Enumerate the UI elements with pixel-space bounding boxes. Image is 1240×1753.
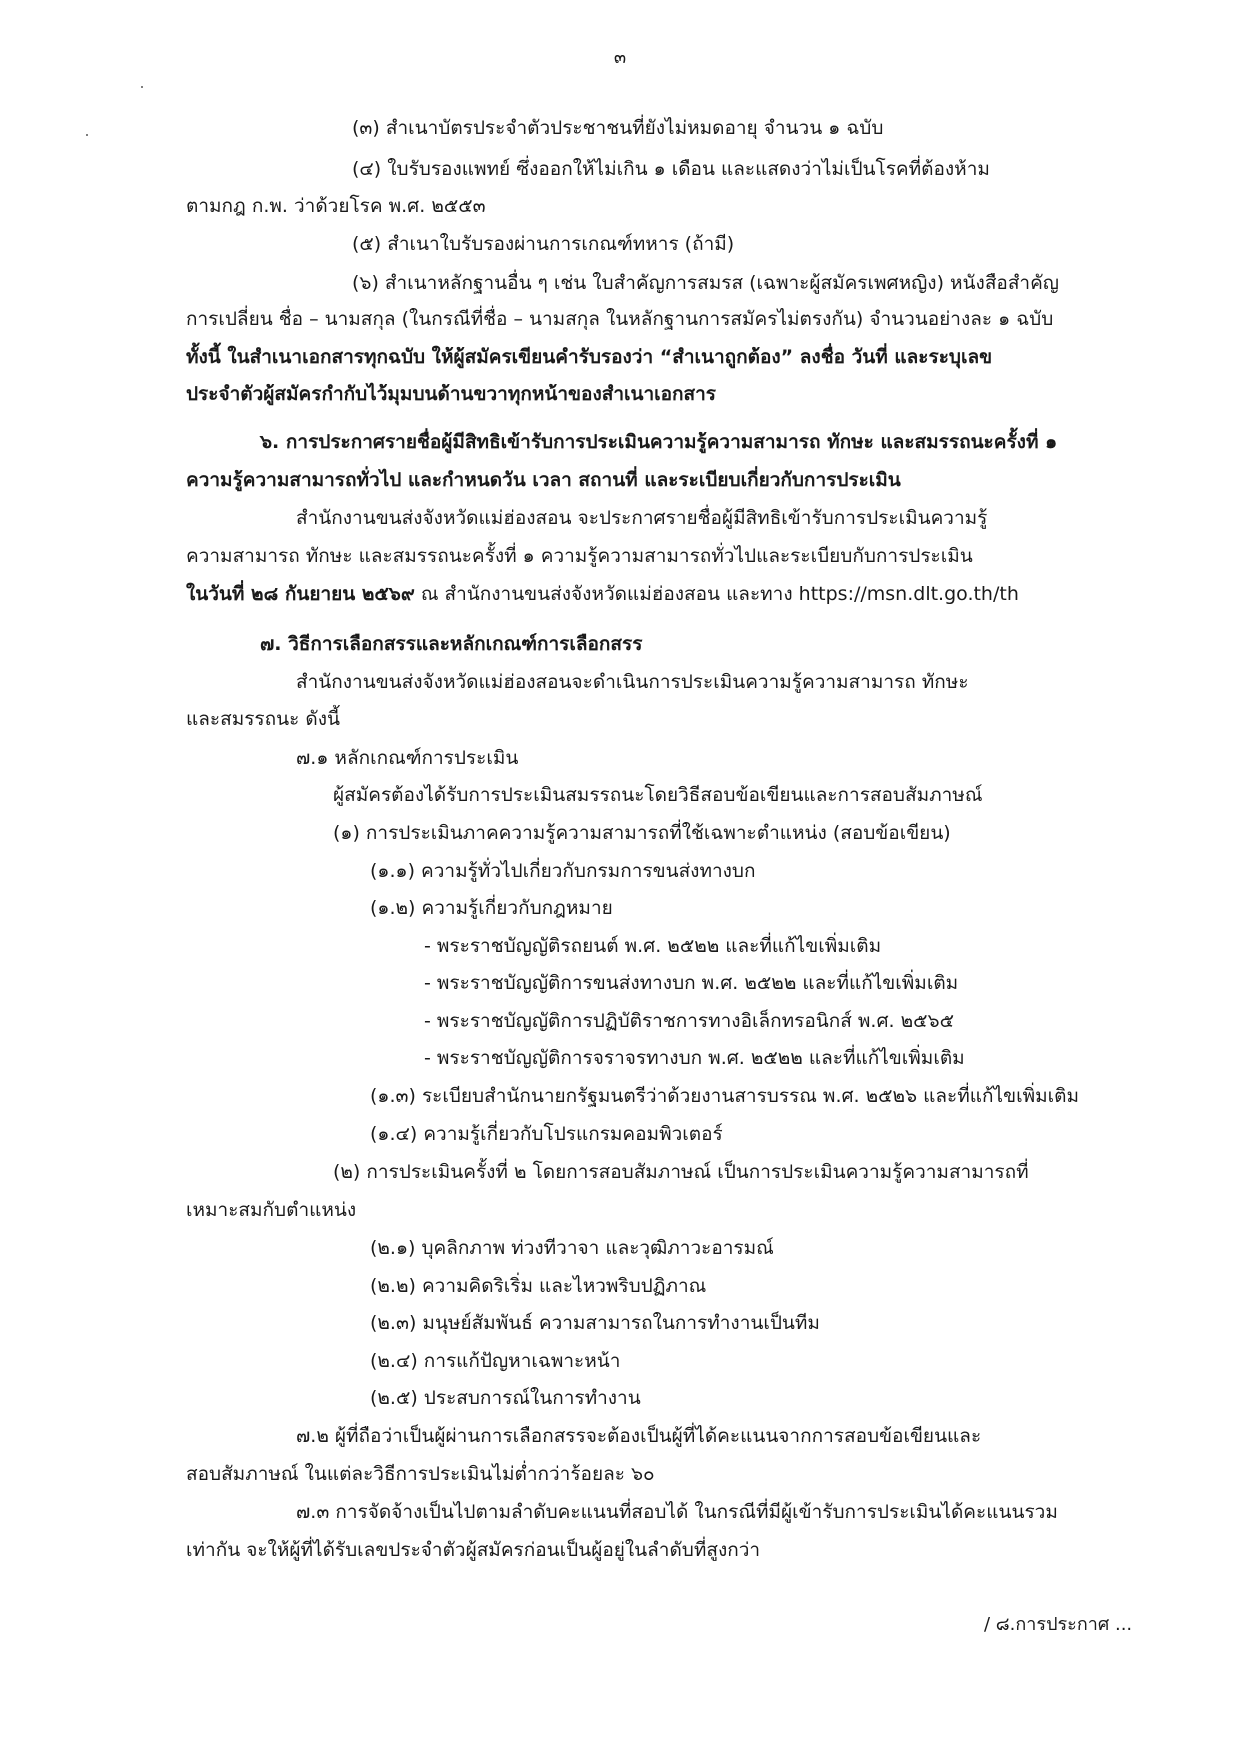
doc-line: (๑.๑) ความรู้ทั่วไปเกี่ยวกับกรมการขนส่งทางบก xyxy=(370,860,756,882)
doc-line: (๑) การประเมินภาคความรู้ความสามารถที่ใช้เฉพาะตำแหน่ง (สอบข้อเขียน) xyxy=(333,822,951,844)
doc-line: (๒.๒) ความคิดริเริ่ม และไหวพริบปฏิภาณ xyxy=(370,1275,707,1297)
section-7-heading: ๗. วิธีการเลือกสรรและหลักเกณฑ์การเลือกสรร xyxy=(260,633,643,655)
doc-line: - พระราชบัญญัติการจราจรทางบก พ.ศ. ๒๕๒๒ และที่แก้ไขเพิ่มเติม xyxy=(424,1047,965,1069)
doc-line: เท่ากัน จะให้ผู้ที่ได้รับเลขประจำตัวผู้สมัครก่อนเป็นผู้อยู่ในลำดับที่สูงกว่า xyxy=(186,1539,761,1561)
page-number: ๓ xyxy=(613,47,627,68)
doc-line: (๒.๓) มนุษย์สัมพันธ์ ความสามารถในการทำงานเป็นทีม xyxy=(370,1312,820,1334)
announcement-date: ในวันที่ ๒๘ กันยายน ๒๕๖๙ xyxy=(186,583,415,605)
scan-speck xyxy=(141,86,143,88)
doc-line: - พระราชบัญญัติรถยนต์ พ.ศ. ๒๕๒๒ และที่แก้ไขเพิ่มเติม xyxy=(424,935,882,957)
doc-line-bold: ทั้งนี้ ในสำเนาเอกสารทุกฉบับ ให้ผู้สมัครเขียนคำรับรองว่า “สำเนาถูกต้อง” ลงชื่อ วันที่ และระบุเลข xyxy=(186,346,993,368)
doc-line: (๖) สำเนาหลักฐานอื่น ๆ เช่น ใบสำคัญการสมรส (เฉพาะผู้สมัครเพศหญิง) หนังสือสำคัญ xyxy=(352,272,1059,294)
doc-line: และสมรรถนะ ดังนี้ xyxy=(186,708,340,730)
doc-line: ตามกฎ ก.พ. ว่าด้วยโรค พ.ศ. ๒๕๕๓ xyxy=(186,195,486,217)
doc-line: สอบสัมภาษณ์ ในแต่ละวิธีการประเมินไม่ต่ำกว่าร้อยละ ๖๐ xyxy=(186,1463,655,1485)
doc-line: ๗.๓ การจัดจ้างเป็นไปตามลำดับคะแนนที่สอบได้ ในกรณีที่มีผู้เข้ารับการประเมินได้คะแนนรวม xyxy=(296,1501,1058,1523)
doc-line: สำนักงานขนส่งจังหวัดแม่ฮ่องสอน จะประกาศรายชื่อผู้มีสิทธิเข้ารับการประเมินความรู้ xyxy=(296,507,988,529)
doc-line: (๒.๕) ประสบการณ์ในการทำงาน xyxy=(370,1387,641,1409)
doc-line: - พระราชบัญญัติการปฏิบัติราชการทางอิเล็กทรอนิกส์ พ.ศ. ๒๕๖๕ xyxy=(424,1010,954,1032)
doc-line: (๔) ใบรับรองแพทย์ ซึ่งออกให้ไม่เกิน ๑ เดือน และแสดงว่าไม่เป็นโรคที่ต้องห้าม xyxy=(352,158,990,180)
continuation-note: / ๘.การประกาศ ... xyxy=(984,1614,1133,1635)
announcement-place: ณ สำนักงานขนส่งจังหวัดแม่ฮ่องสอน และทาง https://msn.dlt.go.th/th xyxy=(414,583,1019,605)
doc-line-bold: ประจำตัวผู้สมัครกำกับไว้มุมบนด้านขวาทุกหน้าของสำเนาเอกสาร xyxy=(186,383,717,405)
doc-line: (๒.๔) การแก้ปัญหาเฉพาะหน้า xyxy=(370,1350,621,1372)
doc-line: (๒.๑) บุคลิกภาพ ท่วงทีวาจา และวุฒิภาวะอารมณ์ xyxy=(370,1237,774,1259)
doc-line: (๑.๓) ระเบียบสำนักนายกรัฐมนตรีว่าด้วยงานสารบรรณ พ.ศ. ๒๕๒๖ และที่แก้ไขเพิ่มเติม xyxy=(370,1085,1079,1107)
doc-line: ผู้สมัครต้องได้รับการประเมินสมรรถนะโดยวิธีสอบข้อเขียนและการสอบสัมภาษณ์ xyxy=(333,784,983,806)
doc-line: (๑.๒) ความรู้เกี่ยวกับกฎหมาย xyxy=(370,897,613,919)
doc-line: การเปลี่ยน ชื่อ – นามสกุล (ในกรณีที่ชื่อ – นามสกุล ในหลักฐานการสมัครไม่ตรงกัน) จำนวนอย่างละ ๑ ฉบับ xyxy=(186,308,1054,330)
doc-line: สำนักงานขนส่งจังหวัดแม่ฮ่องสอนจะดำเนินการประเมินความรู้ความสามารถ ทักษะ xyxy=(296,671,969,693)
doc-line: (๒) การประเมินครั้งที่ ๒ โดยการสอบสัมภาษณ์ เป็นการประเมินความรู้ความสามารถที่ xyxy=(333,1161,1029,1183)
doc-line: ๗.๑ หลักเกณฑ์การประเมิน xyxy=(296,747,519,769)
doc-line: เหมาะสมกับตำแหน่ง xyxy=(186,1199,357,1221)
doc-line: - พระราชบัญญัติการขนส่งทางบก พ.ศ. ๒๕๒๒ และที่แก้ไขเพิ่มเติม xyxy=(424,972,959,994)
doc-line: ๗.๒ ผู้ที่ถือว่าเป็นผู้ผ่านการเลือกสรรจะต้องเป็นผู้ที่ได้คะแนนจากการสอบข้อเขียนและ xyxy=(296,1425,982,1447)
doc-line-date xyxy=(186,581,1019,607)
section-6-heading: ความรู้ความสามารถทั่วไป และกำหนดวัน เวลา สถานที่ และระเบียบเกี่ยวกับการประเมิน xyxy=(186,469,901,491)
doc-line: (๓) สำเนาบัตรประจำตัวประชาชนที่ยังไม่หมดอายุ จำนวน ๑ ฉบับ xyxy=(352,117,884,139)
section-6-heading: ๖. การประกาศรายชื่อผู้มีสิทธิเข้ารับการประเมินความรู้ความสามารถ ทักษะ และสมรรถนะครั้งที่ ๑ xyxy=(260,431,1058,453)
doc-line: (๕) สำเนาใบรับรองผ่านการเกณฑ์ทหาร (ถ้ามี) xyxy=(352,233,735,255)
doc-line: ความสามารถ ทักษะ และสมรรถนะครั้งที่ ๑ ความรู้ความสามารถทั่วไปและระเบียบกับการประเมิน xyxy=(186,545,973,567)
scan-speck xyxy=(86,134,88,136)
doc-line: (๑.๔) ความรู้เกี่ยวกับโปรแกรมคอมพิวเตอร์ xyxy=(370,1123,723,1145)
